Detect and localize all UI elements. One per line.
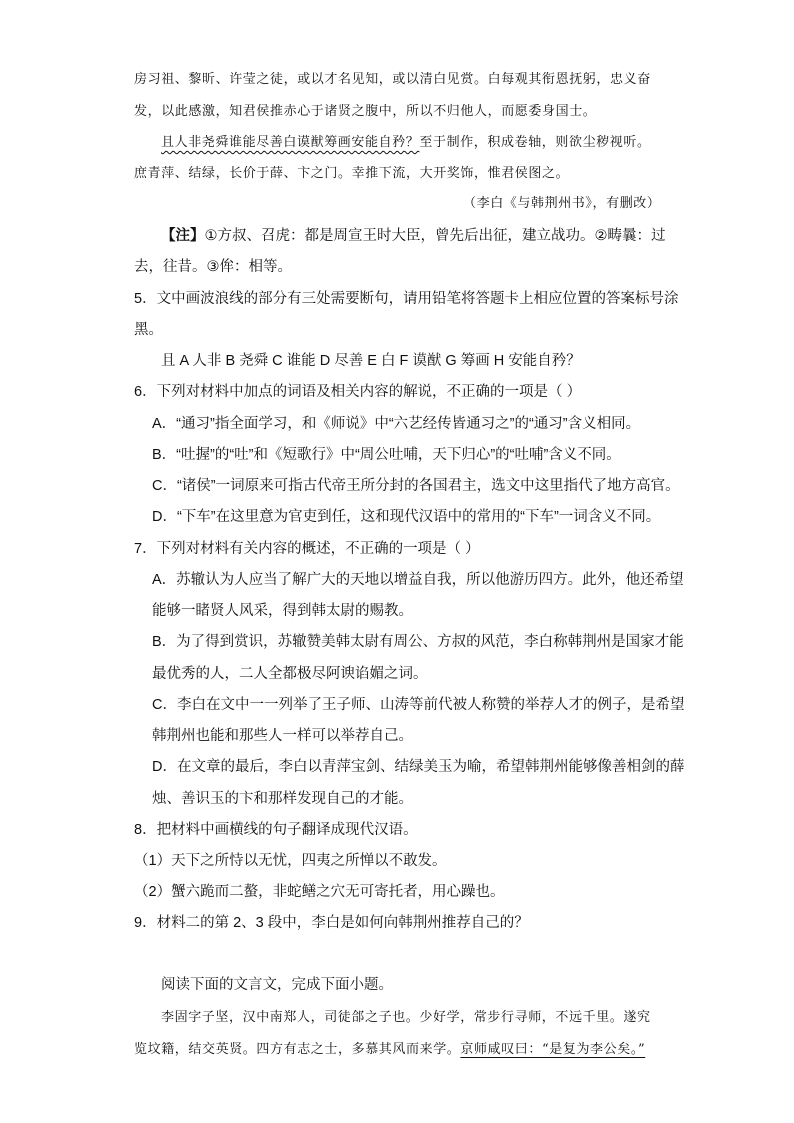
passage-line: 庶青萍、结绿，长价于薛、卞之门。幸推下流，大开奖饰，惟君侯图之。	[134, 166, 570, 181]
passage-line: 房习祖、黎昕、许莹之徒，或以才名见知，或以清白见赏。白每观其衔恩抚躬，忠义奋	[134, 72, 651, 87]
note-label: 【注】	[161, 228, 205, 244]
question-7-option-d: 烛、善识玉的卞和那样发现自己的才能。	[152, 791, 413, 807]
question-8-sentence-1: （1）天下之所恃以无忧，四夷之所惮以不敢发。	[134, 853, 447, 869]
question-6-option-b: B．“吐握”的“吐”和《短歌行》中“周公吐哺，天下归心”的“吐哺”含义不同。	[152, 447, 621, 463]
question-7-option-a: 能够一睹贤人风采，得到韩太尉的赐教。	[152, 603, 413, 619]
passage-line: 李固字子坚，汉中南郑人，司徒郃之子也。少好学，常步行寻师，不远千里。遂究	[161, 1010, 651, 1025]
reading-instruction: 阅读下面的文言文，完成下面小题。	[161, 977, 393, 993]
passage-line	[161, 131, 651, 150]
question-5-sentence: 且 A 人非 B 尧舜 C 谁能 D 尽善 E 白 F 谟猷 G 筹画 H 安能自矜？	[161, 353, 581, 369]
question-7-option-b: B．为了得到赏识，苏辙赞美韩太尉有周公、方叔的风范，李白称韩荆州是国家才能	[152, 634, 684, 650]
wavy-underlined-sentence: 且人非尧舜谁能尽善白谟猷筹画安能自矜？	[161, 135, 420, 150]
question-6-option-c: C．“诸侯”一词原来可指古代帝王所分封的各国君主，选文中这里指代了地方高官。	[152, 478, 680, 494]
passage-line: 发，以此感激，知君侯推赤心于诸贤之腹中，所以不归他人，而愿委身国士。	[134, 104, 597, 119]
question-7-stem: 7．下列对材料有关内容的概述，不正确的一项是（ ）	[134, 541, 480, 557]
question-5-stem: 5．文中画波浪线的部分有三处需要断句，请用铅笔将答题卡上相应位置的答案标号涂	[134, 291, 679, 307]
question-8-sentence-2: （2）蟹六跪而二螯，非蛇鳝之穴无可寄托者，用心躁也。	[134, 884, 505, 900]
passage-text: 至于制作，积成卷轴，则欲尘秽视听。	[419, 135, 651, 150]
question-5-stem: 黑。	[134, 322, 163, 338]
question-6-stem: 6．下列对材料中加点的词语及相关内容的解说，不正确的一项是（ ）	[134, 384, 582, 400]
question-7-option-b: 最优秀的人，二人全都极尽阿谀谄媚之词。	[152, 666, 428, 682]
question-7-option-a: A．苏辙认为人应当了解广大的天地以增益自我，所以他游历四方。此外，他还希望	[152, 572, 684, 588]
annotation-note	[161, 224, 666, 245]
question-7-option-d: D．在文章的最后，李白以青萍宝剑、结绿美玉为喻，希望韩荆州能够像善相剑的薛	[152, 759, 685, 775]
question-8-stem: 8．把材料中画横线的句子翻译成现代汉语。	[134, 822, 418, 838]
underlined-sentence: 京师咸叹曰：“是复为李公矣。”	[460, 1042, 646, 1057]
passage-line	[134, 1038, 645, 1057]
annotation-note: 去，往昔。③侔：相等。	[134, 259, 292, 275]
passage-text: 览坟籍，结交英贤。四方有志之士，多慕其风而来学。	[134, 1042, 461, 1057]
question-6-option-a: A．“通习”指全面学习，和《师说》中“六艺经传皆通习之”的“通习”含义相同。	[152, 416, 641, 432]
question-6-option-d: D．“下车”在这里意为官吏到任，这和现代汉语中的常用的“下车”一词含义不同。	[152, 509, 661, 525]
question-7-option-c: 韩荆州也能和那些人一样可以举荐自己。	[152, 728, 413, 744]
question-9-stem: 9．材料二的第 2、3 段中，李白是如何向韩荆州推荐自己的？	[134, 915, 529, 931]
note-text: ①方叔、召虎：都是周宣王时大臣，曾先后出征，建立战功。②畴曩：过	[204, 228, 666, 244]
question-7-option-c: C．李白在文中一一列举了王子师、山涛等前代被人称赞的举荐人才的例子，是希望	[152, 697, 685, 713]
passage-source: （李白《与韩荆州书》，有删改）	[463, 196, 661, 211]
